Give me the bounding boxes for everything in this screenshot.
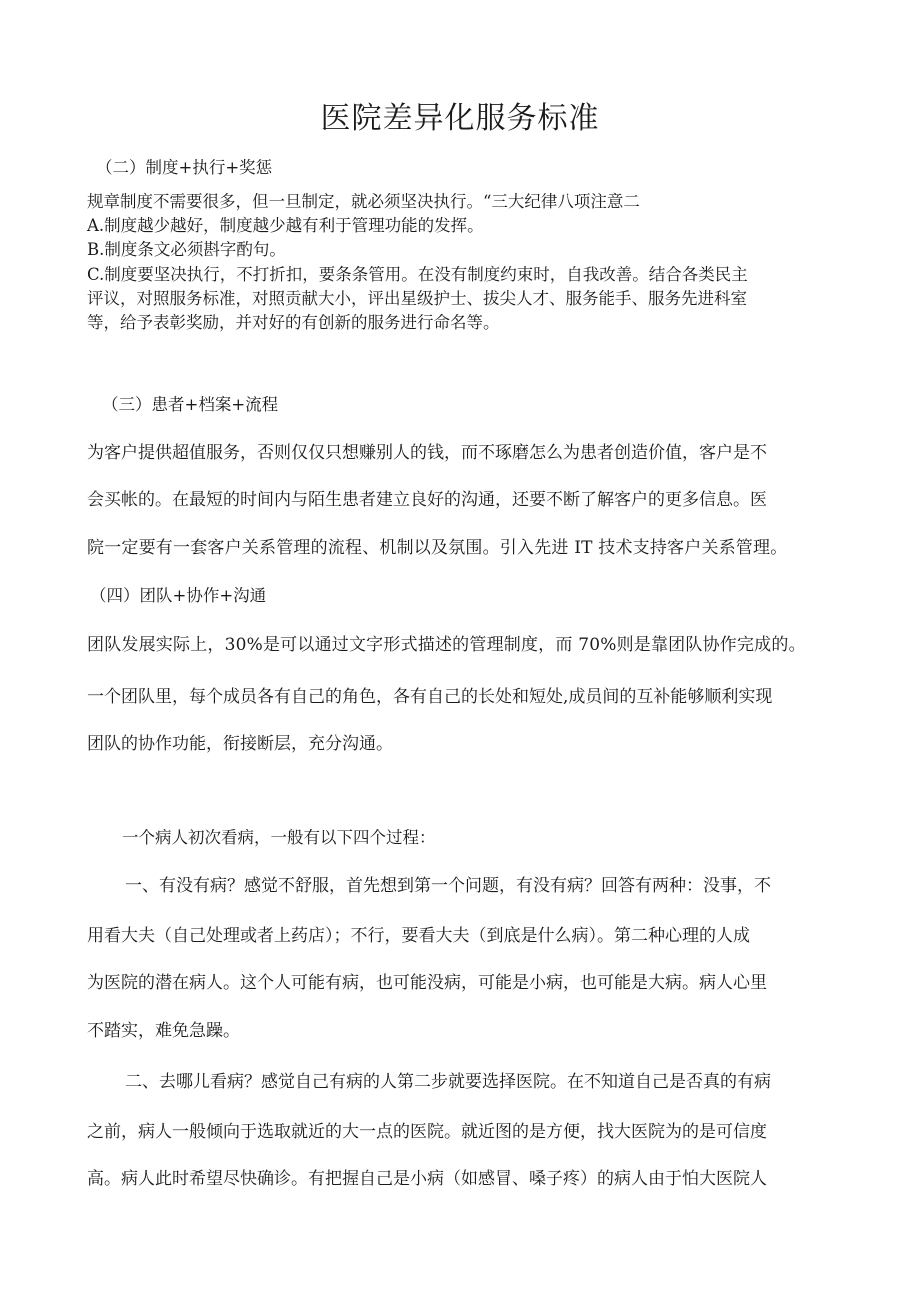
section2-intro: 规章制度不需要很多，但一旦制定，就必须坚决执行。“三大纪律八项注意二: [87, 192, 640, 211]
section4-line: 一个团队里，每个成员各有自己的角色，各有自己的长处和短处,成员间的互补能够顺利实现: [87, 687, 773, 707]
section2-item-c-line: 等，给予表彰奖励，并对好的有创新的服务进行命名等。: [87, 313, 500, 332]
section4-line: 团队的协作功能，衔接断层，充分沟通。: [87, 734, 393, 754]
section2-item-b: B.制度条文必须斟字酌句。: [87, 240, 286, 259]
section2-item-c-line: 评议，对照服务标准，对照贡献大小，评出星级护士、拔尖人才、服务能手、服务先进科室: [87, 289, 747, 308]
section3-line: 院一定要有一套客户关系管理的流程、机制以及氛围。引入先进 IT 技术支持客户关系管理。: [87, 538, 788, 558]
section4-heading: （四）团队+协作+沟通: [90, 586, 267, 605]
process-intro: 一个病人初次看病，一般有以下四个过程：: [122, 828, 436, 847]
section2-item-a: A.制度越少越好，制度越少越有利于管理功能的发挥。: [87, 216, 484, 235]
step1-line: 不踏实，难免急躁。: [87, 1021, 240, 1041]
page-title: 医院差异化服务标准: [320, 101, 600, 136]
step2-line: 二、去哪儿看病？感觉自己有病的人第二步就要选择医院。在不知道自己是否真的有病: [125, 1072, 771, 1092]
section3-line: 会买帐的。在最短的时间内与陌生患者建立良好的沟通，还要不断了解客户的更多信息。医: [87, 490, 767, 510]
step2-line: 高。病人此时希望尽快确诊。有把握自己是小病（如感冒、嗓子疼）的病人由于怕大医院人: [87, 1169, 767, 1189]
section2-heading: （二）制度+执行+奖惩: [96, 158, 273, 177]
section3-line: 为客户提供超值服务，否则仅仅只想赚别人的钱，而不琢磨怎么为患者创造价值，客户是不: [87, 443, 767, 463]
step1-line: 一、有没有病？感觉不舒服，首先想到第一个问题，有没有病？回答有两种：没事，不: [125, 876, 771, 896]
step2-line: 之前，病人一般倾向于选取就近的大一点的医院。就近图的是方便，找大医院为的是可信度: [87, 1122, 767, 1142]
step1-line: 为医院的潜在病人。这个人可能有病，也可能没病，可能是小病，也可能是大病。病人心里: [87, 973, 767, 993]
section2-item-c-line: C.制度要坚决执行，不打折扣，要条条管用。在没有制度约束时，自我改善。结合各类民主: [87, 265, 748, 284]
section4-line: 团队发展实际上，30%是可以通过文字形式描述的管理制度，而 70%则是靠团队协作完成的。: [87, 635, 806, 655]
step1-line: 用看大夫（自己处理或者上药店）；不行，要看大夫（到底是什么病）。第二种心理的人成: [87, 926, 750, 946]
section3-heading: （三）患者+档案+流程: [102, 395, 279, 414]
